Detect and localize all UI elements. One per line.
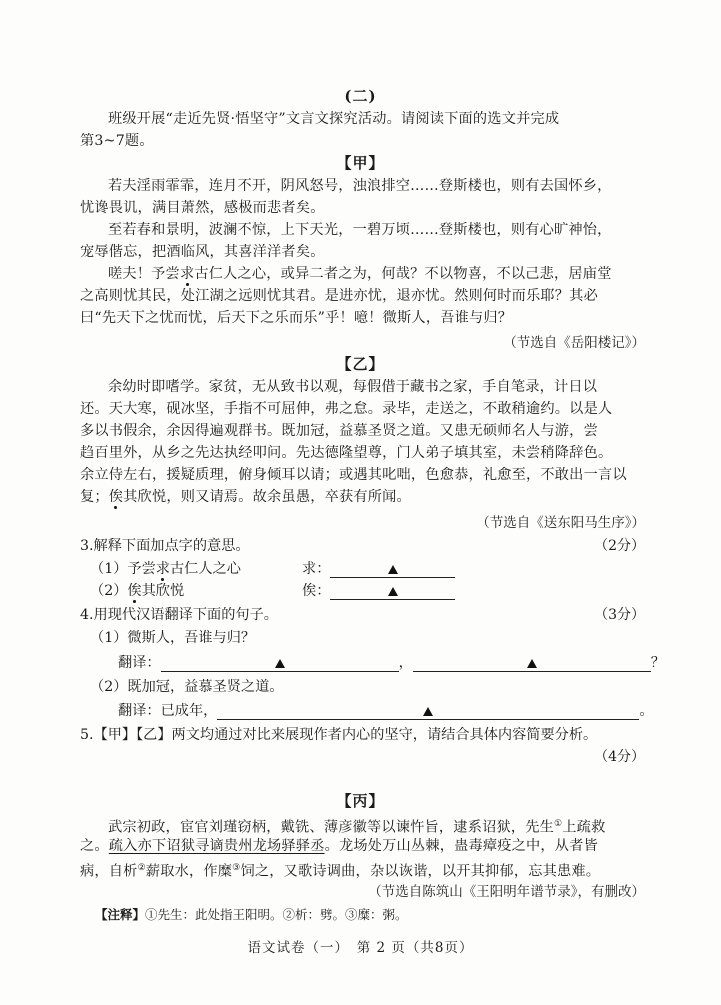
jia-p1-line-1: 若夫淫雨霏霏，连月不开，阴风怒号，浊浪排空……登斯楼也，则有去国怀乡， xyxy=(108,178,612,194)
jia-p2-line-2: 宠辱偕忘，把酒临风，其喜洋洋者矣。 xyxy=(80,244,325,260)
passage-jia-heading: 【甲】 xyxy=(336,154,385,172)
question-4-item-2: （2）既加冠，益慕圣贤之道。 xyxy=(90,679,284,695)
question-3-item-2: （2）俟其欣悦 xyxy=(90,583,185,599)
jia-p3-line-2: 之高则忧其民，处江湖之远则忧其君。是进亦忧，退亦忧。然则何时而乐耶？其必 xyxy=(80,288,598,304)
yi-line-6: 复；俟其欣悦，则又请焉。故余虽愚，卒获有所闻。 xyxy=(80,489,411,505)
yi-line-5: 余立侍左右，援疑质理，俯身倾耳以请；或遇其叱咄，色愈恭，礼愈至，不敢出一言以 xyxy=(80,467,627,483)
annotation-note: 【注释】①先生：此处指王阳明。②析：劈。③糜：粥。 xyxy=(95,907,408,922)
translation-field-1[interactable]: 翻译： ， ？ xyxy=(118,655,665,671)
translation-field-2[interactable]: 翻译：已成年， 。 xyxy=(118,703,654,719)
answer-marker-icon xyxy=(275,659,285,668)
answer-marker-icon xyxy=(388,587,398,596)
underlined-sentence: 疏入亦下诏狱寻谪贵州龙场驿驿丞 xyxy=(108,838,325,854)
bing-source: （节选自陈筑山《王阳明年谱节录》，有删改） xyxy=(368,884,645,900)
yi-line-2: 还。天大寒，砚冰坚，手指不可屈伸，弗之怠。录毕，走送之，不敢稍逾约。以是人 xyxy=(80,401,613,417)
intro-line-2: 第3~7题。 xyxy=(80,133,154,149)
jia-p3-line-3: 曰“先天下之忧而忧，后天下之乐而乐”乎！噫！微斯人，吾谁与归？ xyxy=(80,310,513,326)
question-3-stem: 3.解释下面加点字的意思。 xyxy=(80,538,250,554)
jia-p2-line-1: 至若春和景明，波澜不惊，上下天光，一碧万顷……登斯楼也，则有心旷神怡， xyxy=(108,222,612,238)
question-3-item-1: （1）予尝求古仁人之心 xyxy=(90,561,241,577)
question-3-score: （2分） xyxy=(594,538,645,554)
answer-marker-icon xyxy=(423,707,433,716)
yi-line-3: 多以书假余，余因得遍观群书。既加冠，益慕圣贤之道。又患无硕师名人与游，尝 xyxy=(80,423,598,439)
answer-marker-icon xyxy=(388,565,398,574)
answer-field-si[interactable]: 俟： xyxy=(302,580,455,600)
bing-line-3: 病，自析②薪取水，作糜③饲之，又歌诗调曲，杂以诙谐，以开其抑郁，忘其患难。 xyxy=(80,863,601,880)
answer-field-qiu[interactable]: 求： xyxy=(302,558,455,578)
passage-yi-heading: 【乙】 xyxy=(336,355,385,373)
passage-bing-heading: 【丙】 xyxy=(336,792,385,810)
page-footer: 语文试卷（一） 第 2 页（共8页） xyxy=(247,940,474,956)
question-5-score: （4分） xyxy=(594,749,645,765)
question-5-stem: 5.【甲】【乙】两文均通过对比来展现作者内心的坚守，请结合具体内容简要分析。 xyxy=(80,727,598,743)
jia-p1-line-2: 忧谗畏讥，满目萧然，感极而悲者矣。 xyxy=(80,200,325,216)
question-4-score: （3分） xyxy=(594,607,645,623)
yi-line-1: 余幼时即嗜学。家贫，无从致书以观，每假借于藏书之家，手自笔录，计日以 xyxy=(108,379,598,395)
answer-marker-icon xyxy=(527,659,537,668)
bing-line-1: 武宗初政，宦官刘瑾窃柄，戴铣、薄彦徽等以谏忤旨，逮系诏狱，先生①上疏救 xyxy=(108,819,606,836)
dotted-char-qiu: 求 xyxy=(179,266,195,282)
intro-line-1: 班级开展“走近先贤·悟坚守”文言文探究活动。请阅读下面的选文并完成 xyxy=(108,111,560,127)
section-title: (二) xyxy=(344,87,377,105)
question-4-stem: 4.用现代汉语翻译下面的句子。 xyxy=(80,607,278,623)
jia-p3-line-1: 嗟夫！予尝求古仁人之心，或异二者之为，何哉？不以物喜，不以己悲，居庙堂 xyxy=(108,266,612,282)
dotted-char-si: 俟 xyxy=(108,489,124,505)
yi-source: （节选自《送东阳马生序》） xyxy=(476,515,645,531)
yi-line-4: 趋百里外，从乡之先达执经叩问。先达德隆望尊，门人弟子填其室，未尝稍降辞色。 xyxy=(80,445,613,461)
question-4-item-1: （1）微斯人，吾谁与归？ xyxy=(90,630,256,646)
bing-line-2: 之。疏入亦下诏狱寻谪贵州龙场驿驿丞。龙场处万山丛棘，蛊毒瘴疫之中，从者皆 xyxy=(80,838,598,854)
jia-source: （节选自《岳阳楼记》） xyxy=(503,335,645,351)
